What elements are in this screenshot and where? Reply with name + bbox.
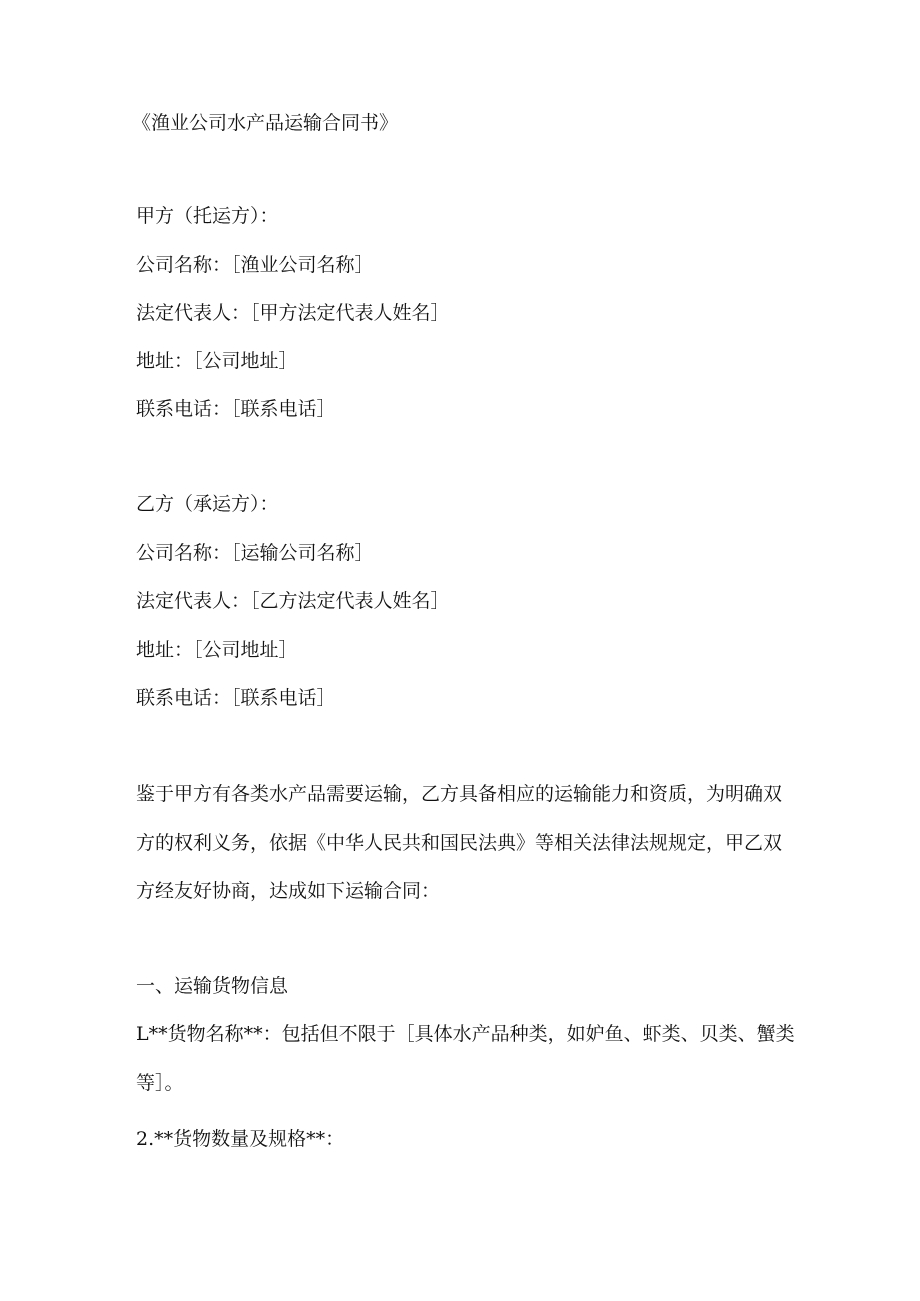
preamble-line: 方的权利义务，依据《中华人民共和国民法典》等相关法律法规规定，甲乙双 — [136, 832, 783, 854]
preamble-line: 鉴于甲方有各类水产品需要运输，乙方具备相应的运输能力和资质，为明确双 — [136, 783, 783, 805]
section-1-item-2: 2.**货物数量及规格**： — [136, 1128, 345, 1150]
party-a-company: 公司名称：［渔业公司名称］ — [136, 254, 374, 276]
party-a-heading: 甲方（托运方）： — [136, 205, 279, 227]
section-1-heading: 一、运输货物信息 — [136, 975, 289, 997]
party-b-representative: 法定代表人：［乙方法定代表人姓名］ — [136, 590, 450, 612]
party-b-phone: 联系电话：［联系电话］ — [136, 687, 336, 709]
party-b-address: 地址：［公司地址］ — [136, 639, 298, 661]
party-b-heading: 乙方（承运方）： — [136, 493, 279, 515]
party-b-company: 公司名称：［运输公司名称］ — [136, 542, 374, 564]
document-title: 《渔业公司水产品运输合同书》 — [132, 112, 399, 134]
party-a-phone: 联系电话：［联系电话］ — [136, 398, 336, 420]
section-1-item-1-continued: 等］。 — [136, 1072, 184, 1094]
section-1-item-1: L**货物名称**：包括但不限于［具体水产品种类，如妒鱼、虾类、贝类、蟹类 — [136, 1023, 795, 1045]
party-a-representative: 法定代表人：［甲方法定代表人姓名］ — [136, 302, 450, 324]
preamble-line: 方经友好协商，达成如下运输合同： — [136, 880, 441, 902]
party-a-address: 地址：［公司地址］ — [136, 350, 298, 372]
